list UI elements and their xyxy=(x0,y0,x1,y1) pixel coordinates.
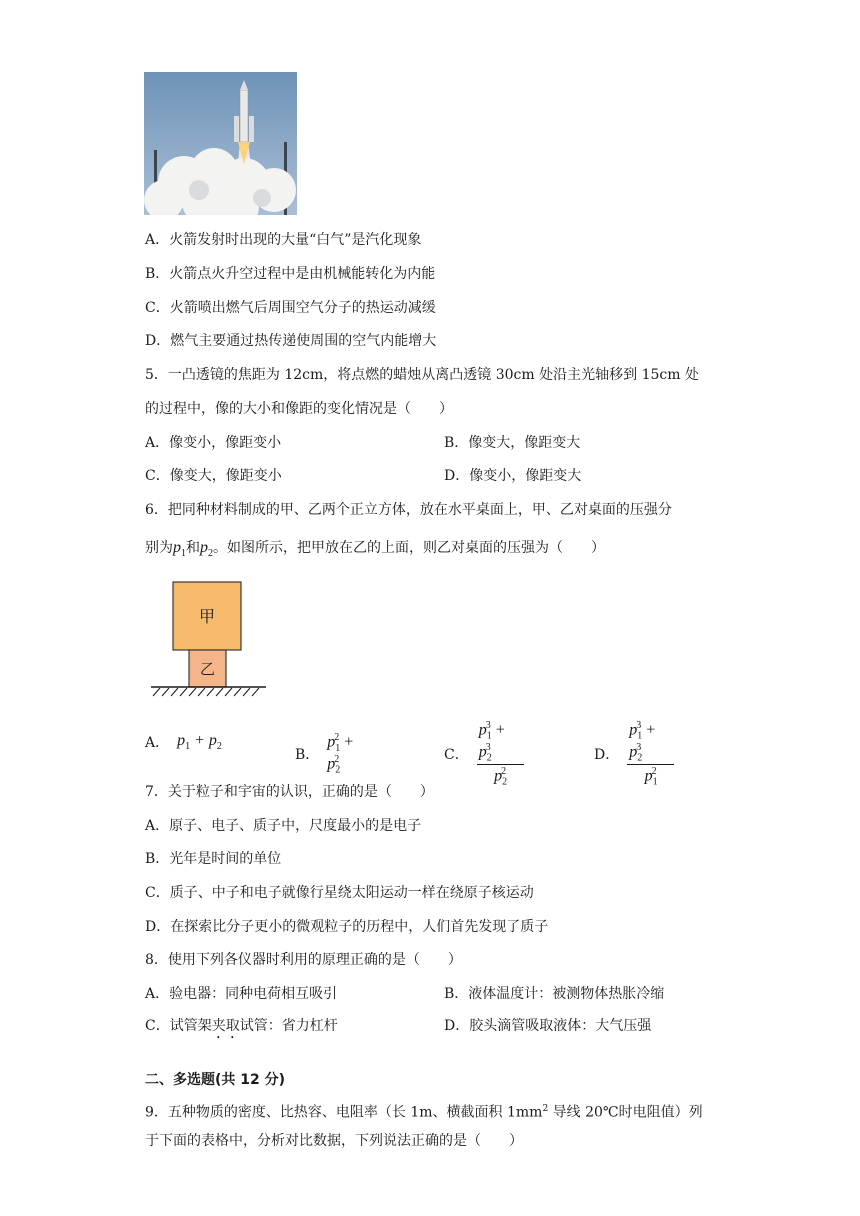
q9-stem-line1: 9．五种物质的密度、比热容、电阻率（长 1m、横截面积 $1mm^2$ 导线 20℃时电阻值）列 xyxy=(145,1104,703,1121)
q5-stem-line1: 5．一凸透镜的焦距为 12cm，将点燃的蜡烛从离凸透镜 30cm 处沿主光轴移到 15cm 处 xyxy=(145,367,699,383)
q8-option-c: C．试管架夹取试管：省力杠杆 xyxy=(145,1018,338,1034)
q8-stem: 8．使用下列各仪器时利用的原理正确的是（ ） xyxy=(145,952,462,968)
q4-option-b: B．火箭点火升空过程中是由机械能转化为内能 xyxy=(145,266,436,282)
q5-option-a: A．像变小，像距变小 xyxy=(145,435,282,451)
q4-option-a: A．火箭发射时出现的大量“白气”是汽化现象 xyxy=(145,232,422,248)
q5-option-c: C．像变大，像距变小 xyxy=(145,468,282,484)
q7-option-d: D．在探索比分子更小的微观粒子的历程中，人们首先发现了质子 xyxy=(145,919,549,935)
q6-p2: $p_2$ xyxy=(200,539,213,560)
block-jia-label: 甲 xyxy=(198,607,216,626)
q6-stem-line2 xyxy=(145,538,605,564)
q7-option-b: B．光年是时间的单位 xyxy=(145,851,282,867)
q9-stem-line2: 于下面的表格中，分析对比数据，下列说法正确的是（ ） xyxy=(145,1133,523,1149)
q6-text-pre: 别为 xyxy=(145,540,173,556)
q7-option-c: C．质子、中子和电子就像行星绕太阳运动一样在绕原子核运动 xyxy=(145,885,534,901)
q6-option-c: C． $\frac{p_1^3 + p_2^3}{p_2^2}$ xyxy=(444,720,524,788)
q4-option-d: D．燃气主要通过热传递使周围的空气内能增大 xyxy=(145,333,437,349)
q8-emphasis-text: 夹取 xyxy=(211,1018,240,1034)
block-yi-label: 乙 xyxy=(199,660,216,678)
q6-text-and: 和 xyxy=(186,540,200,556)
section-title: 二、多选题(共 12 分) xyxy=(145,1072,286,1088)
q7-option-a: A．原子、电子、质子中，尺度最小的是电子 xyxy=(145,818,422,834)
q5-stem-line2: 的过程中，像的大小和像距的变化情况是（ ） xyxy=(145,401,453,417)
ground-hatching xyxy=(153,688,259,696)
q6-text-post: 。如图所示，把甲放在乙的上面，则乙对桌面的压强为（ ） xyxy=(213,540,605,556)
q8-option-a: A．验电器：同种电荷相互吸引 xyxy=(145,986,338,1002)
q8-option-b: B．液体温度计：被测物体热胀冷缩 xyxy=(444,986,665,1002)
q8-option-d: D．胶头滴管吸取液体：大气压强 xyxy=(444,1018,652,1034)
stacked-blocks-diagram xyxy=(148,578,268,698)
q6-option-d: D． $\frac{p_1^3 + p_2^3}{p_1^2}$ xyxy=(594,720,674,788)
q6-stem-line1: 6．把同种材料制成的甲、乙两个正立方体，放在水平桌面上，甲、乙对桌面的压强分 xyxy=(145,502,672,518)
rocket-launch-image xyxy=(144,72,297,215)
q7-stem: 7．关于粒子和宇宙的认识，正确的是（ ） xyxy=(145,784,434,800)
q5-option-d: D．像变小，像距变大 xyxy=(444,468,582,484)
q6-option-b: B． $p_1^2 + p_2^2$ xyxy=(295,732,355,776)
q4-option-c: C．火箭喷出燃气后周围空气分子的热运动减缓 xyxy=(145,300,436,316)
q6-p1: $p_1$ xyxy=(173,539,186,560)
q5-option-b: B．像变大，像距变大 xyxy=(444,435,581,451)
q6-option-a: A． $p_1 + p_2$ xyxy=(145,732,222,753)
